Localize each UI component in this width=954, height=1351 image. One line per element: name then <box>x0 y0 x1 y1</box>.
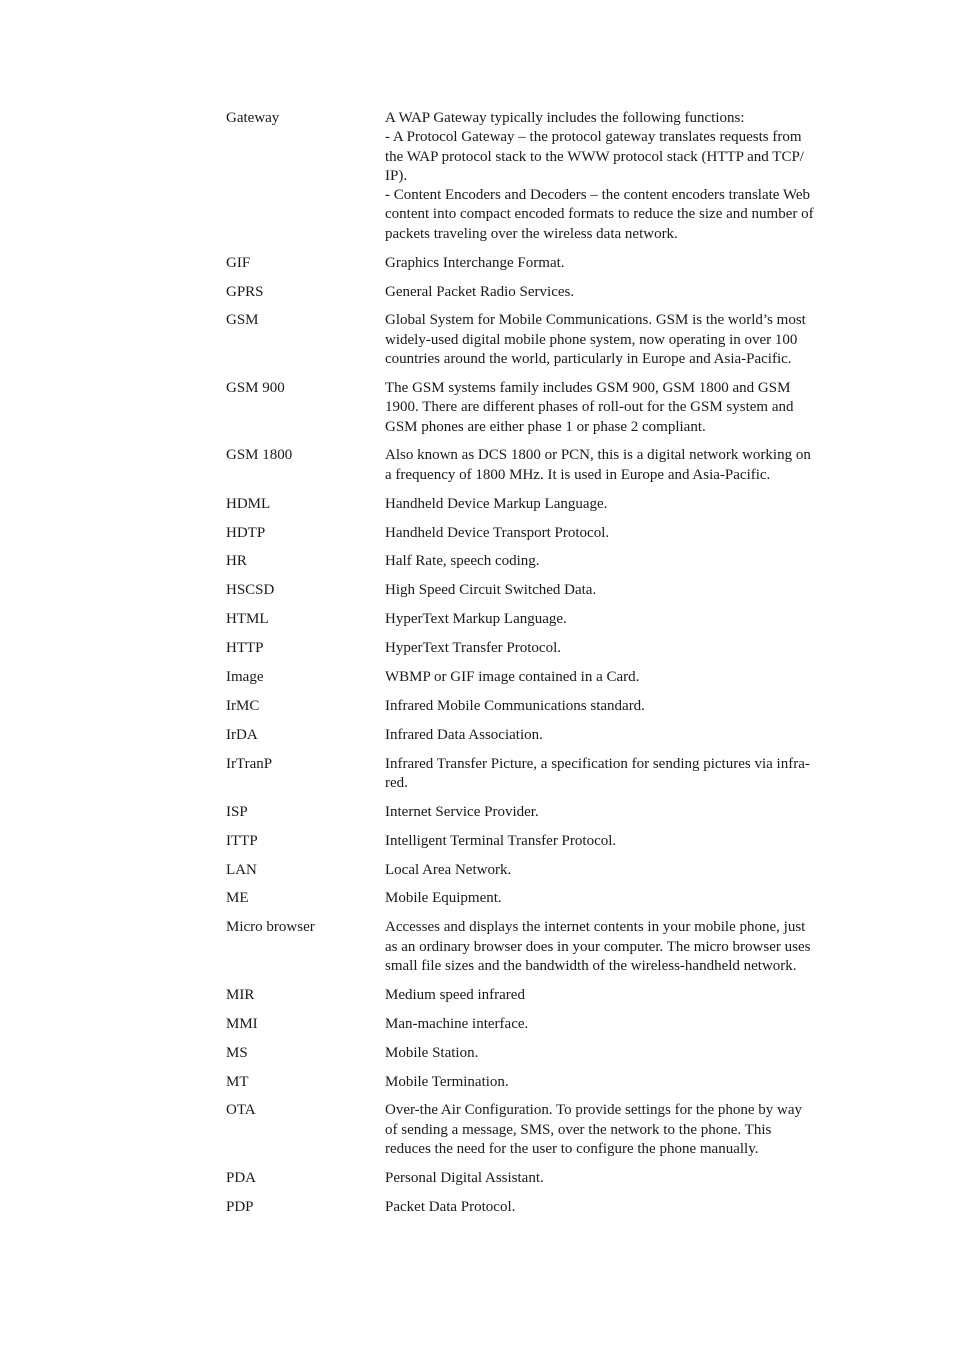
definition-line: Mobile Station. <box>385 1044 479 1061</box>
definition-line: small file sizes and the bandwidth of the wireless-handheld network. <box>385 957 797 974</box>
glossary-entry <box>226 524 846 543</box>
glossary-term: MT <box>226 1073 249 1090</box>
glossary-definition <box>385 639 845 658</box>
definition-line: Over-the Air Configuration. To provide settings for the phone by way <box>385 1102 803 1119</box>
glossary-entry <box>226 254 846 273</box>
glossary-definition <box>385 755 845 794</box>
glossary-definition <box>385 446 845 485</box>
glossary-entry <box>226 552 846 571</box>
glossary-entry <box>226 1073 846 1092</box>
definition-line: Infrared Mobile Communications standard. <box>385 697 645 714</box>
definition-line: Local Area Network. <box>385 861 512 878</box>
glossary-definition <box>385 668 845 687</box>
definition-line: packets traveling over the wireless data network. <box>385 225 678 242</box>
definition-line: - A Protocol Gateway – the protocol gateway translates requests from <box>385 129 802 146</box>
glossary-definition <box>385 379 845 437</box>
glossary-definition <box>385 1015 845 1034</box>
glossary-definition <box>385 697 845 716</box>
glossary-definition <box>385 1101 845 1159</box>
definition-line: as an ordinary browser does in your computer. The micro browser uses <box>385 938 811 955</box>
glossary-term: HDML <box>226 495 271 512</box>
glossary-entry <box>226 311 846 369</box>
glossary-definition <box>385 283 845 302</box>
glossary-entry <box>226 697 846 716</box>
glossary-term: HSCSD <box>226 582 275 599</box>
glossary-definition <box>385 581 845 600</box>
definition-line: Half Rate, speech coding. <box>385 553 540 570</box>
glossary-definition <box>385 1044 845 1063</box>
glossary-definition <box>385 1073 845 1092</box>
definition-line: Handheld Device Transport Protocol. <box>385 524 610 541</box>
glossary-term: HTML <box>226 611 269 628</box>
glossary-term: IrDA <box>226 726 258 743</box>
glossary-term: GIF <box>226 254 251 271</box>
definition-line: Accesses and displays the internet contents in your mobile phone, just <box>385 919 806 936</box>
glossary-term: Micro browser <box>226 919 315 936</box>
glossary-definition <box>385 109 845 244</box>
definition-line: High Speed Circuit Switched Data. <box>385 582 597 599</box>
glossary-entry <box>226 726 846 745</box>
definition-line: The GSM systems family includes GSM 900, GSM 1800 and GSM <box>385 379 791 396</box>
glossary-entry <box>226 986 846 1005</box>
definition-line: HyperText Transfer Protocol. <box>385 640 562 657</box>
definition-line: HyperText Markup Language. <box>385 611 567 628</box>
glossary-list <box>226 109 846 1227</box>
glossary-term: MMI <box>226 1015 258 1032</box>
definition-line: red. <box>385 774 408 791</box>
glossary-entry <box>226 581 846 600</box>
definition-line: - Content Encoders and Decoders – the content encoders translate Web <box>385 187 811 204</box>
definition-line: a frequency of 1800 MHz. It is used in Europe and Asia-Pacific. <box>385 466 771 483</box>
glossary-definition <box>385 986 845 1005</box>
glossary-definition <box>385 1169 845 1188</box>
glossary-definition <box>385 524 845 543</box>
glossary-term: GSM 1800 <box>226 447 293 464</box>
definition-line: Global System for Mobile Communications. GSM is the world’s most <box>385 312 806 329</box>
glossary-entry <box>226 918 846 976</box>
glossary-term: GSM <box>226 312 259 329</box>
glossary-entry <box>226 610 846 629</box>
glossary-term: HTTP <box>226 640 264 657</box>
definition-line: Mobile Equipment. <box>385 890 502 907</box>
glossary-definition <box>385 1198 845 1217</box>
glossary-entry <box>226 639 846 658</box>
definition-line: Personal Digital Assistant. <box>385 1169 544 1186</box>
definition-line: Infrared Transfer Picture, a specification for sending pictures via infra- <box>385 755 810 772</box>
glossary-term: Gateway <box>226 110 280 126</box>
definition-line: countries around the world, particularly in Europe and Asia-Pacific. <box>385 351 792 368</box>
glossary-entry <box>226 379 846 437</box>
glossary-definition <box>385 311 845 369</box>
glossary-term: PDA <box>226 1169 257 1186</box>
glossary-term: ME <box>226 890 249 907</box>
definition-line: IP). <box>385 167 408 184</box>
glossary-definition <box>385 726 845 745</box>
glossary-term: ISP <box>226 803 248 820</box>
glossary-entry <box>226 832 846 851</box>
glossary-term: GSM 900 <box>226 379 285 396</box>
glossary-term: MIR <box>226 986 255 1003</box>
definition-line: reduces the need for the user to configure the phone manually. <box>385 1141 759 1158</box>
glossary-definition <box>385 495 845 514</box>
glossary-entry <box>226 1015 846 1034</box>
definition-line: Also known as DCS 1800 or PCN, this is a digital network working on <box>385 447 811 464</box>
definition-line: of sending a message, SMS, over the network to the phone. This <box>385 1121 772 1138</box>
glossary-definition <box>385 552 845 571</box>
definition-line: Man-machine interface. <box>385 1015 529 1032</box>
definition-line: Infrared Data Association. <box>385 726 543 743</box>
definition-line: Medium speed infrared <box>385 986 525 1003</box>
glossary-term: IrMC <box>226 697 260 714</box>
glossary-definition <box>385 254 845 273</box>
glossary-entry <box>226 803 846 822</box>
glossary-entry <box>226 283 846 302</box>
glossary-entry <box>226 1169 846 1188</box>
glossary-entry <box>226 1101 846 1159</box>
definition-line: Intelligent Terminal Transfer Protocol. <box>385 832 617 849</box>
glossary-definition <box>385 803 845 822</box>
definition-line: Packet Data Protocol. <box>385 1198 516 1215</box>
definition-line: 1900. There are different phases of roll-out for the GSM system and <box>385 399 794 416</box>
glossary-term: Image <box>226 668 264 685</box>
definition-line: Graphics Interchange Format. <box>385 254 565 271</box>
glossary-entry <box>226 668 846 687</box>
glossary-term: IrTranP <box>226 755 273 772</box>
glossary-entry <box>226 1044 846 1063</box>
definition-line: the WAP protocol stack to the WWW protocol stack (HTTP and TCP/ <box>385 148 804 165</box>
glossary-term: ITTP <box>226 832 258 849</box>
glossary-term: HDTP <box>226 524 266 541</box>
glossary-term: OTA <box>226 1102 256 1119</box>
definition-line: Handheld Device Markup Language. <box>385 495 608 512</box>
definition-line: widely-used digital mobile phone system, now operating in over 100 <box>385 331 798 348</box>
definition-line: GSM phones are either phase 1 or phase 2 compliant. <box>385 418 706 435</box>
glossary-entry <box>226 1198 846 1217</box>
glossary-definition <box>385 832 845 851</box>
glossary-entry <box>226 889 846 908</box>
glossary-entry <box>226 755 846 794</box>
glossary-term: MS <box>226 1044 248 1061</box>
definition-line: content into compact encoded formats to reduce the size and number of <box>385 206 814 223</box>
glossary-entry <box>226 446 846 485</box>
glossary-definition <box>385 861 845 880</box>
glossary-term: HR <box>226 553 247 570</box>
definition-line: A WAP Gateway typically includes the following functions: <box>385 110 745 126</box>
glossary-term: PDP <box>226 1198 254 1215</box>
definition-line: General Packet Radio Services. <box>385 283 575 300</box>
definition-line: Internet Service Provider. <box>385 803 539 820</box>
glossary-definition <box>385 889 845 908</box>
glossary-term: GPRS <box>226 283 264 300</box>
glossary-definition <box>385 610 845 629</box>
definition-line: Mobile Termination. <box>385 1073 509 1090</box>
glossary-term: LAN <box>226 861 257 878</box>
definition-line: WBMP or GIF image contained in a Card. <box>385 668 640 685</box>
glossary-entry <box>226 861 846 880</box>
glossary-definition <box>385 918 845 976</box>
glossary-entry <box>226 495 846 514</box>
glossary-entry <box>226 109 846 244</box>
